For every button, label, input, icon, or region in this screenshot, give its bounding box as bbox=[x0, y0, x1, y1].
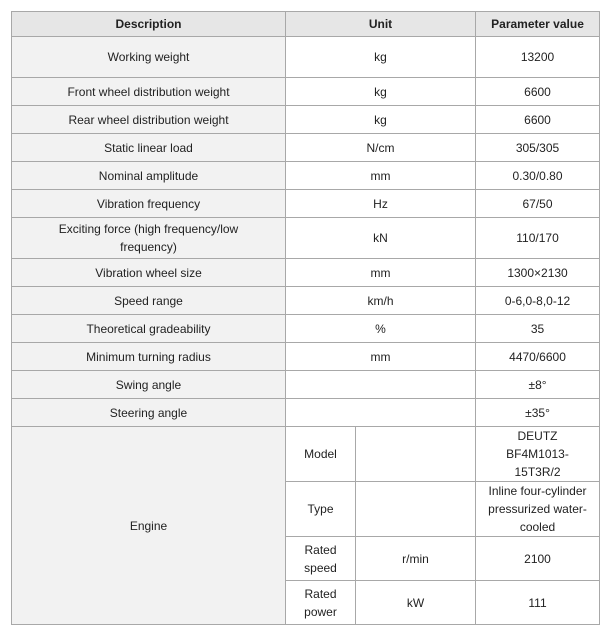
row-unit: N/cm bbox=[286, 134, 476, 162]
row-unit: Hz bbox=[286, 190, 476, 218]
row-unit: kg bbox=[286, 37, 476, 78]
engine-value: 2100 bbox=[476, 537, 600, 581]
engine-subunit bbox=[356, 427, 476, 482]
row-description: Theoretical gradeability bbox=[12, 315, 286, 343]
row-description: Nominal amplitude bbox=[12, 162, 286, 190]
row-value: ±8° bbox=[476, 371, 600, 399]
row-description: Working weight bbox=[12, 37, 286, 78]
row-unit: mm bbox=[286, 162, 476, 190]
header-description: Description bbox=[12, 12, 286, 37]
table-row bbox=[12, 218, 600, 259]
engine-row bbox=[12, 427, 600, 482]
table-row bbox=[12, 259, 600, 287]
engine-subparam: Rated power bbox=[286, 581, 356, 625]
row-value: 67/50 bbox=[476, 190, 600, 218]
table-row bbox=[12, 162, 600, 190]
row-value: 110/170 bbox=[476, 218, 600, 259]
engine-subparam: Model bbox=[286, 427, 356, 482]
table-row bbox=[12, 315, 600, 343]
table-row bbox=[12, 287, 600, 315]
row-description: Exciting force (high frequency/low frequency) bbox=[12, 218, 286, 259]
row-unit bbox=[286, 399, 476, 427]
row-unit: km/h bbox=[286, 287, 476, 315]
row-description: Front wheel distribution weight bbox=[12, 78, 286, 106]
row-unit: kN bbox=[286, 218, 476, 259]
table-row bbox=[12, 78, 600, 106]
engine-value: Inline four-cylinder pressurized water-cooled bbox=[476, 482, 600, 537]
row-description: Vibration wheel size bbox=[12, 259, 286, 287]
row-value: 35 bbox=[476, 315, 600, 343]
row-value: 305/305 bbox=[476, 134, 600, 162]
row-description: Static linear load bbox=[12, 134, 286, 162]
row-unit bbox=[286, 371, 476, 399]
row-value: 6600 bbox=[476, 106, 600, 134]
table-row bbox=[12, 37, 600, 78]
table-row bbox=[12, 106, 600, 134]
header-value: Parameter value bbox=[476, 12, 600, 37]
row-value: ±35° bbox=[476, 399, 600, 427]
row-unit: mm bbox=[286, 259, 476, 287]
engine-subunit: kW bbox=[356, 581, 476, 625]
row-unit: % bbox=[286, 315, 476, 343]
engine-value: 111 bbox=[476, 581, 600, 625]
row-value: 4470/6600 bbox=[476, 343, 600, 371]
row-value: 0.30/0.80 bbox=[476, 162, 600, 190]
row-unit: kg bbox=[286, 78, 476, 106]
row-unit: kg bbox=[286, 106, 476, 134]
table-row bbox=[12, 343, 600, 371]
engine-subunit bbox=[356, 482, 476, 537]
table-row bbox=[12, 399, 600, 427]
row-description: Steering angle bbox=[12, 399, 286, 427]
row-unit: mm bbox=[286, 343, 476, 371]
table-row bbox=[12, 371, 600, 399]
engine-subparam: Type bbox=[286, 482, 356, 537]
row-value: 0-6,0-8,0-12 bbox=[476, 287, 600, 315]
engine-value: DEUTZ BF4M1013-15T3R/2 bbox=[476, 427, 600, 482]
row-description: Vibration frequency bbox=[12, 190, 286, 218]
header-unit: Unit bbox=[286, 12, 476, 37]
row-value: 6600 bbox=[476, 78, 600, 106]
header-row bbox=[12, 12, 600, 37]
row-value: 13200 bbox=[476, 37, 600, 78]
row-description: Swing angle bbox=[12, 371, 286, 399]
row-description: Speed range bbox=[12, 287, 286, 315]
engine-label: Engine bbox=[12, 427, 286, 625]
engine-subunit: r/min bbox=[356, 537, 476, 581]
table-row bbox=[12, 134, 600, 162]
table-row bbox=[12, 190, 600, 218]
spec-table bbox=[11, 11, 600, 625]
engine-subparam: Rated speed bbox=[286, 537, 356, 581]
row-value: 1300×2130 bbox=[476, 259, 600, 287]
row-description: Minimum turning radius bbox=[12, 343, 286, 371]
row-description: Rear wheel distribution weight bbox=[12, 106, 286, 134]
